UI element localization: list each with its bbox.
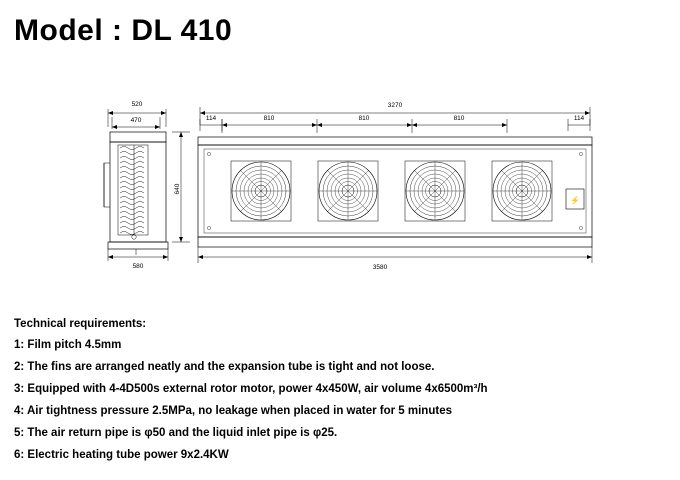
specs-heading: Technical requirements:	[14, 318, 147, 330]
spec-line-1: 1: Film pitch 4.5mm	[14, 339, 122, 351]
dim-label-front-810-2: 810	[358, 115, 370, 122]
dim-label-front-3270: 3270	[387, 102, 403, 109]
spec-line-6: 6: Electric heating tube power 9x2.4KW	[14, 449, 229, 461]
dim-label-front-810-1: 810	[263, 115, 275, 122]
spec-line-2: 2: The fins are arranged neatly and the expansion tube is tight and not loose.	[14, 361, 435, 373]
dim-label-front-3580: 3580	[372, 264, 388, 271]
page-title: Model : DL 410	[14, 14, 233, 47]
dim-label-side-640: 640	[174, 183, 181, 195]
technical-drawing	[0, 85, 680, 275]
dim-label-front-810-3: 810	[453, 115, 465, 122]
spec-line-5: 5: The air return pipe is φ50 and the liquid inlet pipe is φ25.	[14, 427, 338, 439]
dim-label-side-520: 520	[131, 101, 143, 108]
technical-requirements	[14, 318, 664, 471]
dim-label-side-470: 470	[130, 117, 142, 124]
dim-label-front-left-114: 114	[205, 115, 217, 122]
dim-label-side-580: 580	[132, 263, 144, 270]
spec-line-4: 4: Air tightness pressure 2.5MPa, no leakage when placed in water for 5 minutes	[14, 405, 452, 417]
lightning-bolt-icon: ⚡	[570, 196, 580, 205]
spec-line-3: 3: Equipped with 4-4D500s external rotor motor, power 4x450W, air volume 4x6500m³/h	[14, 383, 488, 395]
dim-label-front-right-114: 114	[573, 115, 585, 122]
